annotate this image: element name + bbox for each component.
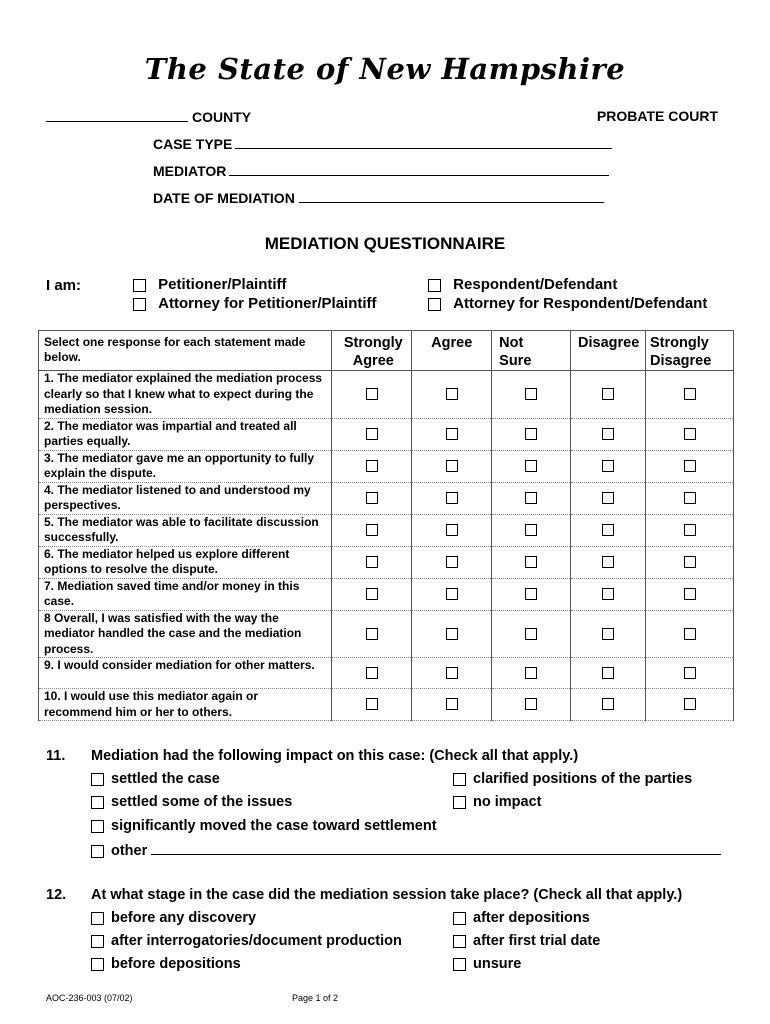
rating-cell-strongly-disagree (646, 418, 734, 450)
rating-checkbox-strongly-agree[interactable] (366, 667, 378, 679)
rating-cell-strongly-agree (332, 546, 412, 578)
rating-cell-strongly-disagree (646, 578, 734, 610)
rating-cell-disagree (571, 450, 646, 482)
rating-cell-agree (412, 482, 492, 514)
rating-cell-not-sure (492, 514, 571, 546)
rating-checkbox-agree[interactable] (446, 460, 458, 472)
rating-checkbox-strongly-disagree[interactable] (684, 698, 696, 710)
rating-checkbox-strongly-disagree[interactable] (684, 667, 696, 679)
statement-text: 5. The mediator was able to facilitate discussion successfully. (39, 514, 332, 546)
case-type-input-line[interactable] (235, 135, 612, 149)
page-number: Page 1 of 2 (292, 993, 339, 1003)
rating-cell-not-sure (492, 371, 571, 419)
table-header-row (39, 331, 734, 371)
q11-clarified-label: clarified positions of the parties (473, 771, 693, 787)
rating-checkbox-agree[interactable] (446, 492, 458, 504)
respondent-checkbox[interactable] (428, 279, 441, 292)
rating-checkbox-disagree[interactable] (602, 588, 614, 600)
table-row (39, 450, 734, 482)
q12-after-interrogatories-checkbox[interactable] (91, 935, 104, 948)
q11-other-checkbox[interactable] (91, 845, 104, 858)
form-id: AOC-236-003 (07/02) (46, 993, 133, 1003)
rating-cell-strongly-disagree (646, 546, 734, 578)
rating-cell-agree (412, 371, 492, 419)
statement-text: 4. The mediator listened to and understood my perspectives. (39, 482, 332, 514)
q12-before-depositions-label: before depositions (111, 956, 241, 972)
rating-cell-strongly-disagree (646, 610, 734, 658)
q12-after-depositions-checkbox[interactable] (453, 912, 466, 925)
q11-moved-toward-label: significantly moved the case toward settlement (111, 818, 437, 834)
rating-checkbox-strongly-agree[interactable] (366, 628, 378, 640)
rating-cell-strongly-disagree (646, 514, 734, 546)
petitioner-label: Petitioner/Plaintiff (158, 276, 287, 293)
table-row (39, 482, 734, 514)
rating-checkbox-disagree[interactable] (602, 524, 614, 536)
rating-cell-agree (412, 658, 492, 689)
q11-text: Mediation had the following impact on this case: (Check all that apply.) (91, 748, 579, 764)
rating-checkbox-disagree[interactable] (602, 460, 614, 472)
rating-checkbox-not-sure[interactable] (525, 628, 537, 640)
county-input-line[interactable] (46, 108, 188, 122)
county-field (46, 108, 251, 125)
rating-cell-agree (412, 610, 492, 658)
date-of-mediation-label: DATE OF MEDIATION (153, 190, 295, 206)
q12-option-before-depositions[interactable] (91, 956, 241, 972)
rating-checkbox-agree[interactable] (446, 428, 458, 440)
rating-checkbox-agree[interactable] (446, 556, 458, 568)
statement-text: 1. The mediator explained the mediation process clearly so that I knew what to expect during the mediation session. (39, 371, 332, 419)
attorney-petitioner-option[interactable] (133, 295, 377, 312)
rating-checkbox-strongly-agree[interactable] (366, 492, 378, 504)
rating-cell-strongly-agree (332, 514, 412, 546)
rating-cell-agree (412, 418, 492, 450)
rating-cell-strongly-disagree (646, 371, 734, 419)
rating-checkbox-agree[interactable] (446, 667, 458, 679)
mediator-input-line[interactable] (229, 162, 609, 176)
q11-option-moved-toward[interactable] (91, 818, 437, 834)
q11-settled-checkbox[interactable] (91, 773, 104, 786)
rating-cell-not-sure (492, 689, 571, 721)
rating-checkbox-strongly-agree[interactable] (366, 556, 378, 568)
rating-checkbox-strongly-disagree[interactable] (684, 492, 696, 504)
rating-cell-not-sure (492, 658, 571, 689)
rating-cell-not-sure (492, 610, 571, 658)
q11-option-other[interactable] (91, 841, 721, 859)
q12-before-discovery-label: before any discovery (111, 910, 257, 926)
rating-checkbox-disagree[interactable] (602, 388, 614, 400)
col-strongly-disagree: Strongly Disagree (646, 331, 734, 371)
attorney-petitioner-checkbox[interactable] (133, 298, 146, 311)
q11-some-issues-checkbox[interactable] (91, 796, 104, 809)
q12-after-trial-date-label: after first trial date (473, 933, 601, 949)
statement-text: 8 Overall, I was satisfied with the way the mediator handled the case and the mediation process. (39, 610, 332, 658)
q11-some-issues-label: settled some of the issues (111, 794, 293, 810)
rating-cell-disagree (571, 689, 646, 721)
q12-text: At what stage in the case did the mediation session take place? (Check all that apply.) (91, 887, 683, 903)
q12-option-before-discovery[interactable] (91, 910, 256, 926)
rating-cell-strongly-disagree (646, 658, 734, 689)
date-of-mediation-input-line[interactable] (299, 189, 604, 203)
rating-cell-strongly-agree (332, 578, 412, 610)
rating-checkbox-not-sure[interactable] (525, 556, 537, 568)
rating-cell-disagree (571, 546, 646, 578)
rating-checkbox-strongly-agree[interactable] (366, 698, 378, 710)
document-title: The State of New Hampshire (144, 52, 626, 86)
q11-other-label: other (111, 843, 148, 859)
probate-court-label: PROBATE COURT (596, 108, 718, 124)
petitioner-checkbox[interactable] (133, 279, 146, 292)
statement-text: 3. The mediator gave me an opportunity to fully explain the dispute. (39, 450, 332, 482)
rating-checkbox-not-sure[interactable] (525, 460, 537, 472)
rating-table (38, 330, 734, 721)
statement-text: 10. I would use this mediator again or recommend him or her to others. (39, 689, 332, 721)
rating-cell-disagree (571, 371, 646, 419)
rating-checkbox-disagree[interactable] (602, 492, 614, 504)
rating-cell-agree (412, 578, 492, 610)
rating-cell-not-sure (492, 578, 571, 610)
q12-option-unsure[interactable] (453, 956, 521, 972)
statement-text: 6. The mediator helped us explore different options to resolve the dispute. (39, 546, 332, 578)
rating-checkbox-strongly-disagree[interactable] (684, 588, 696, 600)
table-row (39, 689, 734, 721)
table-row (39, 578, 734, 610)
rating-checkbox-agree[interactable] (446, 588, 458, 600)
rating-checkbox-strongly-disagree[interactable] (684, 628, 696, 640)
rating-cell-disagree (571, 658, 646, 689)
attorney-respondent-label: Attorney for Respondent/Defendant (453, 295, 708, 312)
rating-cell-strongly-agree (332, 450, 412, 482)
rating-checkbox-strongly-agree[interactable] (366, 588, 378, 600)
statement-text: 2. The mediator was impartial and treated all parties equally. (39, 418, 332, 450)
table-row (39, 418, 734, 450)
case-type-field (153, 135, 612, 152)
rating-checkbox-agree[interactable] (446, 388, 458, 400)
rating-checkbox-strongly-disagree[interactable] (684, 428, 696, 440)
rating-cell-not-sure (492, 482, 571, 514)
col-not-sure: Not Sure (492, 331, 571, 371)
respondent-option[interactable] (428, 276, 617, 293)
q11-option-settled[interactable] (91, 771, 220, 787)
table-row (39, 514, 734, 546)
q11-clarified-checkbox[interactable] (453, 773, 466, 786)
rating-checkbox-disagree[interactable] (602, 556, 614, 568)
q11-option-some-issues[interactable] (91, 794, 292, 810)
rating-cell-strongly-agree (332, 689, 412, 721)
iam-label: I am: (46, 277, 82, 294)
rating-cell-agree (412, 546, 492, 578)
q12-before-depositions-checkbox[interactable] (91, 958, 104, 971)
q12-unsure-label: unsure (473, 956, 522, 972)
q11-option-no-impact[interactable] (453, 794, 541, 810)
rating-cell-agree (412, 514, 492, 546)
rating-checkbox-agree[interactable] (446, 698, 458, 710)
rating-checkbox-disagree[interactable] (602, 628, 614, 640)
rating-checkbox-strongly-disagree[interactable] (684, 388, 696, 400)
statement-text: 9. I would consider mediation for other matters. (39, 658, 332, 689)
rating-cell-not-sure (492, 450, 571, 482)
q12-after-interrogatories-label: after interrogatories/document production (111, 933, 402, 949)
q11-number: 11. (46, 748, 66, 764)
rating-checkbox-strongly-disagree[interactable] (684, 460, 696, 472)
rating-cell-strongly-disagree (646, 450, 734, 482)
case-type-label: CASE TYPE (153, 136, 233, 152)
q11-no-impact-checkbox[interactable] (453, 796, 466, 809)
table-row (39, 610, 734, 658)
rating-cell-disagree (571, 610, 646, 658)
rating-checkbox-strongly-agree[interactable] (366, 428, 378, 440)
rating-checkbox-strongly-agree[interactable] (366, 524, 378, 536)
col-strongly-agree: Strongly Agree (332, 331, 412, 371)
instruction-cell: Select one response for each statement made below. (39, 331, 332, 371)
rating-cell-strongly-agree (332, 371, 412, 419)
rating-checkbox-not-sure[interactable] (525, 698, 537, 710)
rating-cell-strongly-agree (332, 482, 412, 514)
mediator-field (153, 162, 609, 179)
petitioner-option[interactable] (133, 276, 287, 293)
q11-moved-toward-checkbox[interactable] (91, 820, 104, 833)
rating-cell-agree (412, 689, 492, 721)
rating-checkbox-not-sure[interactable] (525, 667, 537, 679)
col-agree: Agree (412, 331, 492, 371)
q12-option-after-trial-date[interactable] (453, 933, 600, 949)
county-label: COUNTY (192, 109, 252, 125)
rating-checkbox-not-sure[interactable] (525, 428, 537, 440)
table-row (39, 658, 734, 689)
q11-option-clarified[interactable] (453, 771, 692, 787)
questionnaire-heading: MEDIATION QUESTIONNAIRE (264, 234, 506, 253)
rating-cell-not-sure (492, 546, 571, 578)
rating-cell-strongly-agree (332, 610, 412, 658)
q12-number: 12. (46, 887, 67, 903)
q12-after-depositions-label: after depositions (473, 910, 590, 926)
rating-checkbox-strongly-agree[interactable] (366, 388, 378, 400)
rating-checkbox-strongly-disagree[interactable] (684, 556, 696, 568)
date-of-mediation-field (153, 189, 604, 206)
rating-checkbox-disagree[interactable] (602, 698, 614, 710)
respondent-label: Respondent/Defendant (453, 276, 618, 293)
rating-checkbox-not-sure[interactable] (525, 524, 537, 536)
rating-cell-not-sure (492, 418, 571, 450)
q11-no-impact-label: no impact (473, 794, 542, 810)
q11-other-input-line[interactable] (151, 841, 721, 855)
rating-cell-disagree (571, 418, 646, 450)
rating-checkbox-disagree[interactable] (602, 428, 614, 440)
rating-cell-strongly-agree (332, 418, 412, 450)
rating-checkbox-agree[interactable] (446, 524, 458, 536)
rating-checkbox-agree[interactable] (446, 628, 458, 640)
mediator-label: MEDIATOR (153, 163, 227, 179)
q12-before-discovery-checkbox[interactable] (91, 912, 104, 925)
rating-checkbox-strongly-disagree[interactable] (684, 524, 696, 536)
q12-option-after-depositions[interactable] (453, 910, 590, 926)
attorney-respondent-checkbox[interactable] (428, 298, 441, 311)
attorney-respondent-option[interactable] (428, 295, 707, 312)
rating-cell-strongly-agree (332, 658, 412, 689)
rating-checkbox-not-sure[interactable] (525, 588, 537, 600)
table-row (39, 546, 734, 578)
statement-text: 7. Mediation saved time and/or money in this case. (39, 578, 332, 610)
col-disagree: Disagree (571, 331, 646, 371)
q12-after-trial-date-checkbox[interactable] (453, 935, 466, 948)
q12-option-after-interrogatories[interactable] (91, 933, 402, 949)
q12-unsure-checkbox[interactable] (453, 958, 466, 971)
rating-cell-disagree (571, 514, 646, 546)
rating-checkbox-strongly-agree[interactable] (366, 460, 378, 472)
attorney-petitioner-label: Attorney for Petitioner/Plaintiff (158, 295, 377, 312)
rating-cell-disagree (571, 482, 646, 514)
rating-cell-agree (412, 450, 492, 482)
q11-settled-label: settled the case (111, 771, 220, 787)
table-row (39, 371, 734, 419)
rating-cell-strongly-disagree (646, 482, 734, 514)
rating-cell-disagree (571, 578, 646, 610)
rating-checkbox-not-sure[interactable] (525, 388, 537, 400)
rating-cell-strongly-disagree (646, 689, 734, 721)
rating-checkbox-not-sure[interactable] (525, 492, 537, 504)
rating-checkbox-disagree[interactable] (602, 667, 614, 679)
